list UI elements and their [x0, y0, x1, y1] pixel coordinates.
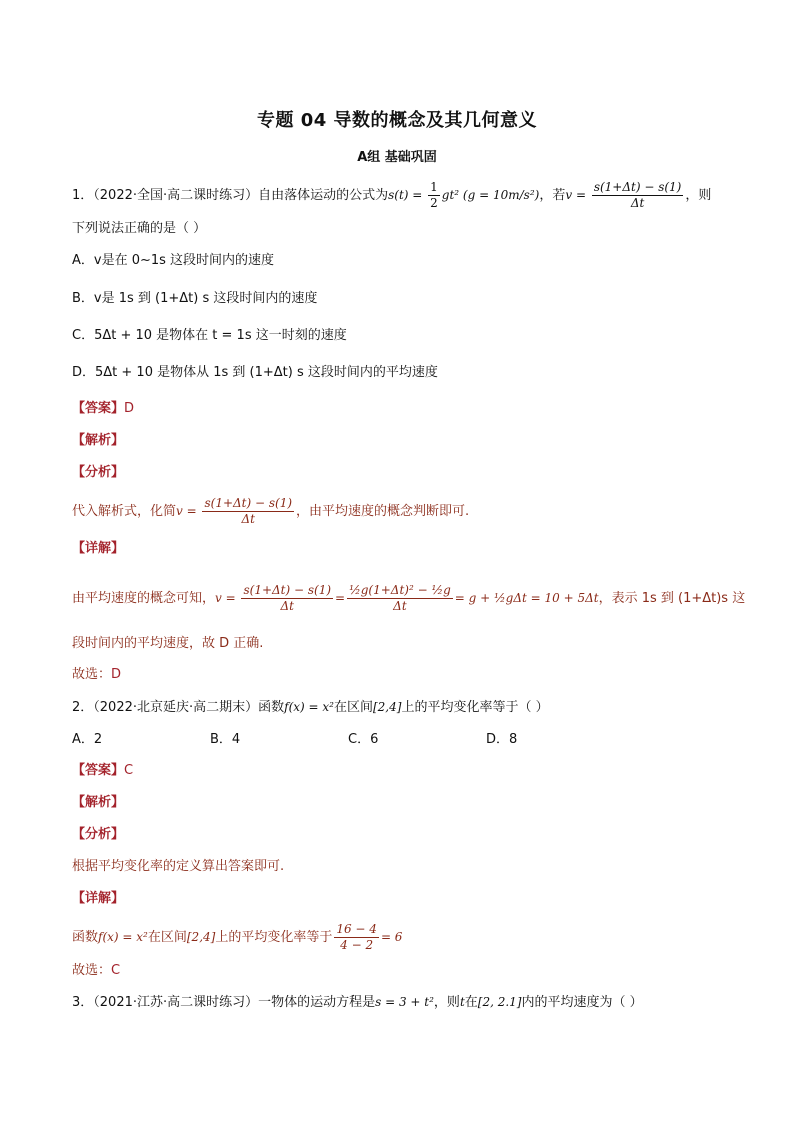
q1-answer: 【答案】D: [72, 401, 135, 416]
q2-fenxi-label: 【分析】: [72, 827, 125, 842]
q2-option-d: D．8: [486, 732, 518, 747]
q1-detail-label: 【详解】: [72, 541, 125, 556]
q2-detail-text: 函数f(x) = x²在区间[2,4]上的平均变化率等于 $\frac{16 - 4}{4 - 2}$ = 6: [72, 922, 403, 952]
q2-fenxi-text: 根据平均变化率的定义算出答案即可.: [72, 859, 285, 874]
q1-detail-text: 由平均速度的概念可知，v = $\frac{s(1+\Delta t) - s(1)}{\Delta t}$ = $\frac{\text{½g(1+Δt)² − ½g}}{\Delta t}$ = g + ½gΔt = 10 + 5Δt，表示 1s 到 (1+Δt)s 这: [72, 583, 746, 613]
q1-option-c: C．5Δt + 10 是物体在 t = 1s 这一时刻的速度: [72, 328, 347, 343]
q2-answer: 【答案】C: [72, 763, 134, 778]
q2-detail-label: 【详解】: [72, 891, 125, 906]
q1-option-d: D．5Δt + 10 是物体从 1s 到 (1+Δt) s 这段时间内的平均速度: [72, 365, 438, 380]
q1-detail-line2: 段时间内的平均速度，故 D 正确.: [72, 636, 264, 651]
section-heading: A组 基础巩固: [357, 150, 437, 165]
q2-choose: 故选：C: [72, 963, 121, 978]
q1-stem-line1: [72, 180, 711, 211]
q2-option-a: A．2: [72, 732, 103, 747]
q1-choose: 故选：D: [72, 667, 122, 682]
q2-stem: 2．（2022·北京延庆·高二期末）函数f(x) = x²在区间[2,4]上的平均变化率等于（ ）: [72, 700, 549, 715]
q1-formula-s: s(t) =: [388, 188, 427, 202]
q1-analysis-label: 【解析】: [72, 433, 125, 448]
q2-option-b: B．4: [210, 732, 241, 747]
q2-option-c: C．6: [348, 732, 379, 747]
q1-v-eq: v =: [565, 188, 590, 202]
q2-analysis-label: 【解析】: [72, 795, 125, 810]
q1-if-text: ，若: [539, 188, 566, 203]
q1-then-text: ，则: [685, 188, 712, 203]
q1-fenxi-text: 代入解析式，化简v = $\frac{s(1+\Delta t) - s(1)}{\Delta t}$ ，由平均速度的概念判断即可.: [72, 496, 470, 526]
q1-stem-line2: 下列说法正确的是（ ）: [72, 221, 207, 236]
q1-prefix: 1．（2022·全国·高二课时练习）自由落体运动的公式为: [72, 188, 389, 203]
q1-v-fraction: $\frac{s(1+\Delta t) - s(1)}{\Delta t}$: [593, 180, 682, 210]
q1-half-fraction: $\frac{1}{2}$: [430, 180, 438, 210]
page-title: 专题 04 导数的概念及其几何意义: [256, 110, 538, 131]
q1-option-a: A．v是在 0~1s 这段时间内的速度: [72, 253, 275, 268]
q1-option-b: B．v是 1s 到 (1+Δt) s 这段时间内的速度: [72, 291, 318, 306]
q1-formula-rest: gt² (g = 10m/s²): [441, 188, 540, 202]
q3-stem: 3．（2021·江苏·高二课时练习）一物体的运动方程是s = 3 + t²，则t在[2, 2.1]内的平均速度为（ ）: [72, 995, 643, 1010]
q1-fenxi-label: 【分析】: [72, 465, 125, 480]
